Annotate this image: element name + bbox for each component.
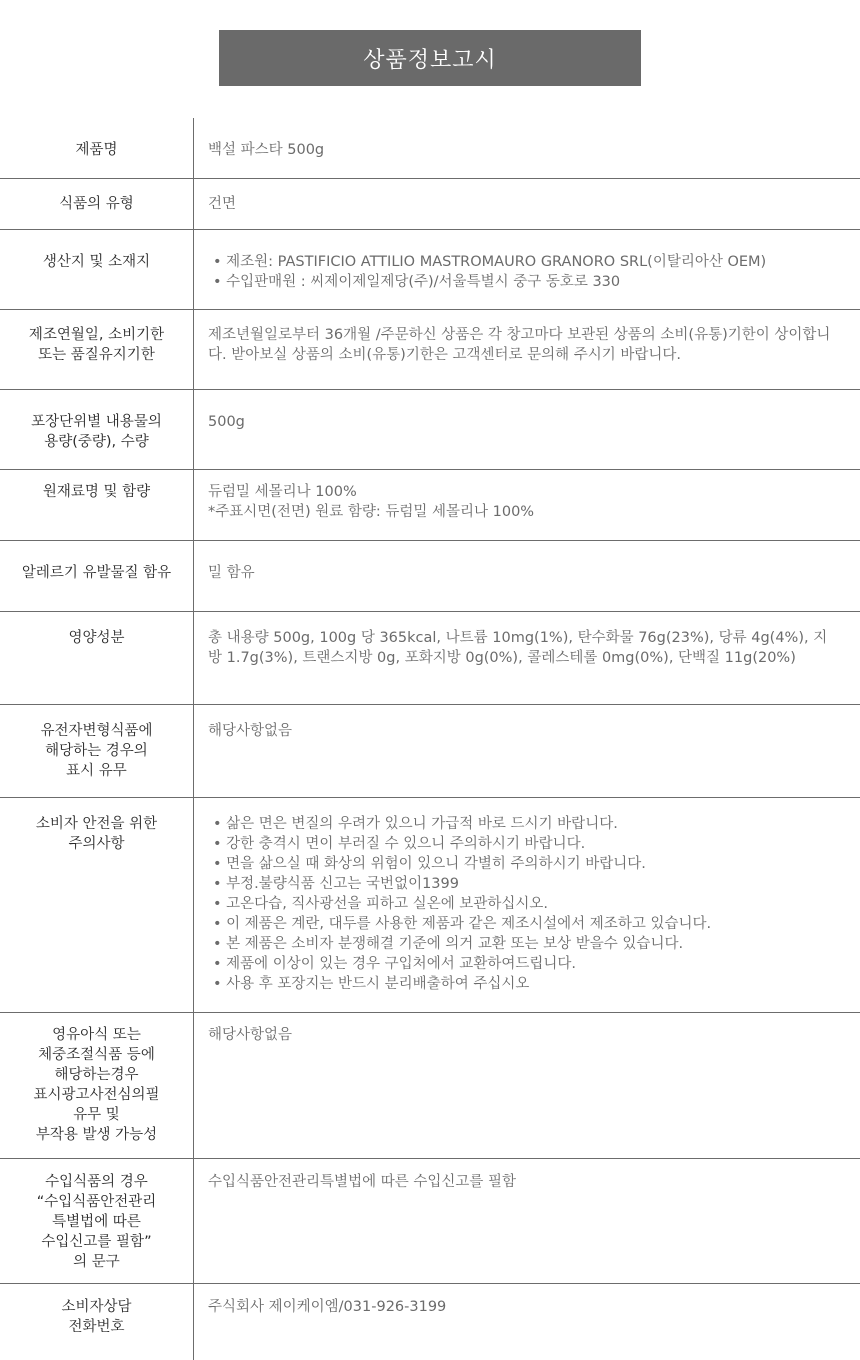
row-label: 제품명: [0, 118, 194, 178]
value-line: 주식회사 제이케이엠/031-926-3199: [208, 1299, 447, 1315]
table-row: [0, 179, 860, 230]
value-line: 밀 함유: [208, 565, 255, 581]
value-line: 건면: [208, 196, 237, 212]
table-row: [0, 541, 860, 612]
row-value: [194, 612, 860, 704]
value-line: 수입식품안전관리특별법에 따른 수입신고를 필함: [208, 1174, 516, 1190]
page-title: 상품정보고시: [219, 30, 641, 86]
value-line: 듀럼밀 세몰리나 100%: [208, 484, 357, 500]
value-line: 해당사항없음: [208, 723, 293, 739]
table-row: [0, 1013, 860, 1159]
row-value: [194, 541, 860, 611]
value-line: • 삶은 면은 변질의 우려가 있으니 가급적 바로 드시기 바랍니다.: [213, 816, 618, 832]
row-value: [194, 1159, 860, 1283]
table-row: [0, 612, 860, 705]
value-line: • 제품에 이상이 있는 경우 구입처에서 교환하여드립니다.: [213, 956, 576, 972]
row-label: 생산지 및 소재지: [0, 230, 194, 309]
row-value: [194, 310, 860, 389]
value-line: 총 내용량 500g, 100g 당 365kcal, 나트륨 10mg(1%), 탄수화물 76g(23%), 당류 4g(4%), 지방 1.7g(3%), 트랜스지방 0g, 포화지방 0g(0%), 콜레스테롤 0mg(0%), 단백질 11g(20%): [208, 630, 828, 666]
value-line: 해당사항없음: [208, 1027, 293, 1043]
value-line: 500g: [208, 414, 245, 430]
row-label: 수입식품의 경우 “수입식품안전관리 특별법에 따른 수입신고를 필함” 의 문구: [0, 1159, 194, 1283]
row-label: 원재료명 및 함량: [0, 470, 194, 540]
table-row: [0, 310, 860, 390]
row-label: 포장단위별 내용물의 용량(중량), 수량: [0, 390, 194, 469]
value-line: • 사용 후 포장지는 반드시 분리배출하여 주십시오: [213, 976, 530, 992]
value-line: • 고온다습, 직사광선을 피하고 실온에 보관하십시오.: [213, 896, 548, 912]
row-label: 영양성분: [0, 612, 194, 704]
value-line: 백설 파스타 500g: [208, 142, 325, 158]
value-line: • 수입판매원 : 씨제이제일제당(주)/서울특별시 중구 동호로 330: [213, 274, 621, 290]
value-line: • 이 제품은 계란, 대두를 사용한 제품과 같은 제조시설에서 제조하고 있습니다.: [213, 916, 712, 932]
table-row: [0, 1284, 860, 1360]
table-row: [0, 1159, 860, 1284]
table-row: [0, 390, 860, 470]
row-value: [194, 705, 860, 797]
value-line: • 제조원: PASTIFICIO ATTILIO MASTROMAURO GRANORO SRL(이탈리아산 OEM): [213, 254, 767, 270]
table-row: [0, 470, 860, 541]
value-line: • 면을 삶으실 때 화상의 위험이 있으니 각별히 주의하시기 바랍니다.: [213, 856, 646, 872]
table-row: [0, 230, 860, 310]
row-label: 소비자상담 전화번호: [0, 1284, 194, 1360]
row-value: [194, 390, 860, 469]
row-value: [194, 798, 860, 1012]
table-row: [0, 118, 860, 179]
row-label: 식품의 유형: [0, 179, 194, 229]
value-line: *주표시면(전면) 원료 함량: 듀럼밀 세몰리나 100%: [208, 504, 535, 520]
value-line: • 강한 충격시 면이 부러질 수 있으니 주의하시기 바랍니다.: [213, 836, 586, 852]
row-value: [194, 230, 860, 309]
row-value: [194, 179, 860, 229]
row-value: [194, 118, 860, 178]
row-label: 유전자변형식품에 해당하는 경우의 표시 유무: [0, 705, 194, 797]
table-row: [0, 798, 860, 1013]
row-label: 영유아식 또는 체중조절식품 등에 해당하는경우 표시광고사전심의필 유무 및 부작용 발생 가능성: [0, 1013, 194, 1158]
value-line: • 부정.불량식품 신고는 국번없이1399: [213, 876, 459, 892]
row-value: [194, 470, 860, 540]
row-value: [194, 1013, 860, 1158]
table-row: [0, 705, 860, 798]
row-label: 알레르기 유발물질 함유: [0, 541, 194, 611]
row-label: 제조연월일, 소비기한 또는 품질유지기한: [0, 310, 194, 389]
row-value: [194, 1284, 860, 1360]
value-line: 제조년월일로부터 36개월 /주문하신 상품은 각 창고마다 보관된 상품의 소비(유통)기한이 상이합니다. 받아보실 상품의 소비(유통)기한은 고객센터로 문의해 주시기 바랍니다.: [208, 327, 831, 363]
value-line: • 본 제품은 소비자 분쟁해결 기준에 의거 교환 또는 보상 받을수 있습니다.: [213, 936, 684, 952]
product-info-table: [0, 118, 860, 1360]
row-label: 소비자 안전을 위한 주의사항: [0, 798, 194, 1012]
